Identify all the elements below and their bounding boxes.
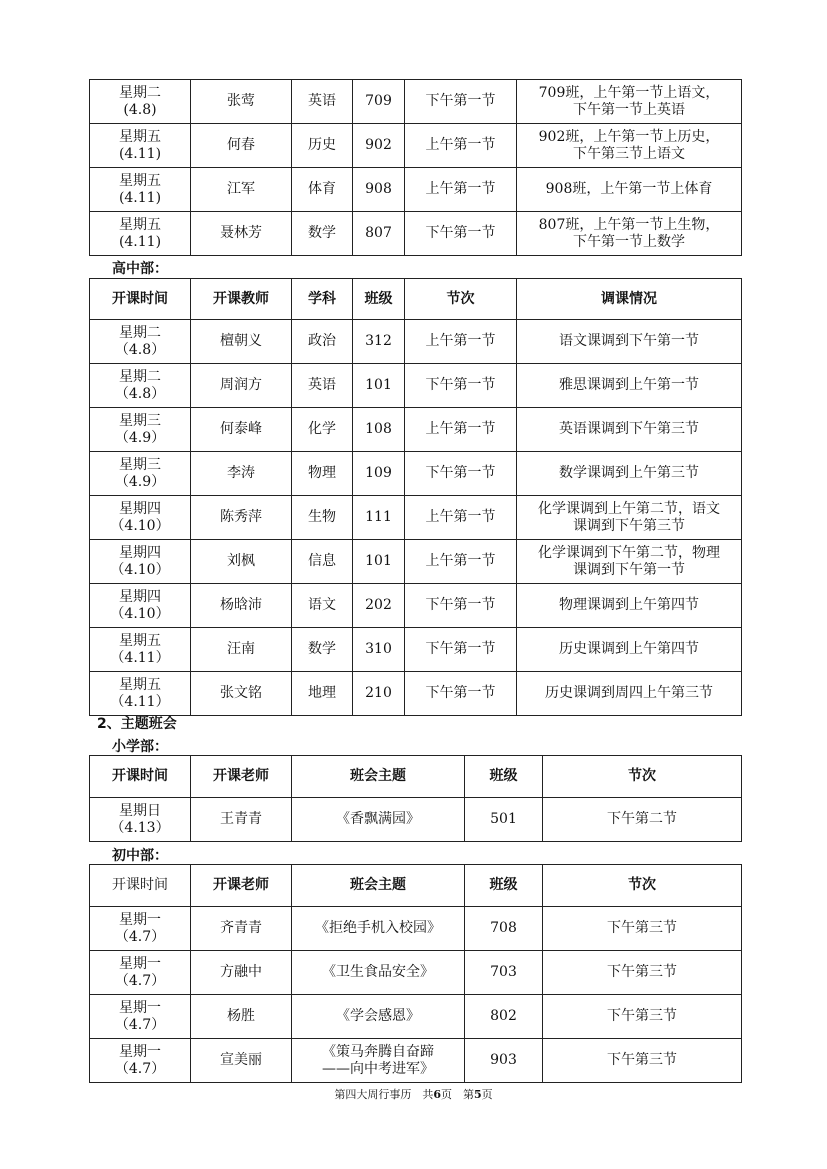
table-cell: 星期五 (4.11) bbox=[90, 124, 191, 168]
column-header: 开课时间 bbox=[90, 865, 191, 907]
table-cell: 《卫生食品安全》 bbox=[292, 951, 465, 995]
table-cell: 汪南 bbox=[191, 628, 292, 672]
table-cell: 上午第一节 bbox=[405, 540, 517, 584]
table-cell: 陈秀萍 bbox=[191, 496, 292, 540]
table-cell: 雅思课调到上午第一节 bbox=[517, 364, 742, 408]
column-header: 班级 bbox=[465, 865, 543, 907]
table-cell: 物理 bbox=[292, 452, 353, 496]
table-cell: 下午第三节 bbox=[543, 1039, 742, 1083]
junior-schedule-table-continued bbox=[89, 79, 742, 256]
table-row bbox=[90, 995, 742, 1039]
table-cell: 101 bbox=[353, 540, 405, 584]
table-cell: 张莺 bbox=[191, 80, 292, 124]
table-cell: 下午第三节 bbox=[543, 907, 742, 951]
table-cell: 802 bbox=[465, 995, 543, 1039]
table-cell: 杨胜 bbox=[191, 995, 292, 1039]
column-header: 节次 bbox=[543, 865, 742, 907]
table-cell: 体育 bbox=[292, 168, 353, 212]
table-cell: 902班，上午第一节上历史， 下午第三节上语文 bbox=[517, 124, 742, 168]
table-cell: 星期二 （4.8） bbox=[90, 320, 191, 364]
table-cell: 信息 bbox=[292, 540, 353, 584]
table-cell: 下午第三节 bbox=[543, 951, 742, 995]
junior-class-meeting-table bbox=[89, 864, 742, 1083]
table-row bbox=[90, 320, 742, 364]
table-cell: 709 bbox=[353, 80, 405, 124]
table-cell: 星期四 （4.10） bbox=[90, 496, 191, 540]
table-cell: 星期五 （4.11） bbox=[90, 628, 191, 672]
table-row bbox=[90, 168, 742, 212]
table-cell: 聂林芳 bbox=[191, 212, 292, 256]
table-cell: 下午第一节 bbox=[405, 584, 517, 628]
column-header: 班级 bbox=[353, 279, 405, 320]
table-cell: 历史课调到上午第四节 bbox=[517, 628, 742, 672]
table-cell: 星期一 （4.7） bbox=[90, 951, 191, 995]
junior-section-label: 初中部： bbox=[112, 848, 168, 864]
table-cell: 数学 bbox=[292, 628, 353, 672]
table-cell: 宣美丽 bbox=[191, 1039, 292, 1083]
table-cell: 下午第三节 bbox=[543, 995, 742, 1039]
table-row bbox=[90, 496, 742, 540]
table-cell: 星期二 (4.8) bbox=[90, 80, 191, 124]
table-cell: 908班，上午第一节上体育 bbox=[517, 168, 742, 212]
column-header: 开课教师 bbox=[191, 279, 292, 320]
table-cell: 902 bbox=[353, 124, 405, 168]
table-cell: 星期三 （4.9） bbox=[90, 408, 191, 452]
table-cell: 星期二 （4.8） bbox=[90, 364, 191, 408]
table-cell: 方融中 bbox=[191, 951, 292, 995]
table-cell: 星期五 (4.11) bbox=[90, 212, 191, 256]
table-cell: 312 bbox=[353, 320, 405, 364]
table-cell: 108 bbox=[353, 408, 405, 452]
table-cell: 202 bbox=[353, 584, 405, 628]
table-cell: 807班，上午第一节上生物， 下午第一节上数学 bbox=[517, 212, 742, 256]
table-cell: 星期日 （4.13） bbox=[90, 798, 191, 842]
table-cell: 周润方 bbox=[191, 364, 292, 408]
table-row bbox=[90, 540, 742, 584]
column-header: 开课老师 bbox=[191, 756, 292, 798]
column-header: 节次 bbox=[405, 279, 517, 320]
table-cell: 《策马奔腾自奋蹄 ——向中考进军》 bbox=[292, 1039, 465, 1083]
table-cell: 星期一 （4.7） bbox=[90, 1039, 191, 1083]
table-row bbox=[90, 1039, 742, 1083]
table-row bbox=[90, 408, 742, 452]
table-cell: 109 bbox=[353, 452, 405, 496]
table-row bbox=[90, 628, 742, 672]
column-header: 调课情况 bbox=[517, 279, 742, 320]
column-header: 开课时间 bbox=[90, 279, 191, 320]
table-cell: 星期一 （4.7） bbox=[90, 995, 191, 1039]
column-header: 班会主题 bbox=[292, 756, 465, 798]
table-cell: 下午第一节 bbox=[405, 672, 517, 716]
table-header-row bbox=[90, 279, 742, 320]
table-cell: 英语课调到下午第三节 bbox=[517, 408, 742, 452]
table-cell: 英语 bbox=[292, 80, 353, 124]
table-cell: 生物 bbox=[292, 496, 353, 540]
senior-section-label: 高中部： bbox=[112, 261, 168, 277]
table-cell: 709班，上午第一节上语文， 下午第一节上英语 bbox=[517, 80, 742, 124]
table-cell: 星期五 （4.11） bbox=[90, 672, 191, 716]
table-cell: 下午第一节 bbox=[405, 80, 517, 124]
column-header: 班会主题 bbox=[292, 865, 465, 907]
table-cell: 星期五 (4.11) bbox=[90, 168, 191, 212]
primary-section-label: 小学部： bbox=[112, 739, 168, 755]
table-cell: 英语 bbox=[292, 364, 353, 408]
table-cell: 化学课调到上午第二节，语文 课调到下午第三节 bbox=[517, 496, 742, 540]
table-cell: 下午第一节 bbox=[405, 628, 517, 672]
table-row bbox=[90, 364, 742, 408]
table-cell: 《学会感恩》 bbox=[292, 995, 465, 1039]
table-row bbox=[90, 124, 742, 168]
table-cell: 杨晗沛 bbox=[191, 584, 292, 628]
table-cell: 上午第一节 bbox=[405, 320, 517, 364]
table-row bbox=[90, 672, 742, 716]
table-cell: 何泰峰 bbox=[191, 408, 292, 452]
table-cell: 101 bbox=[353, 364, 405, 408]
table-cell: 下午第一节 bbox=[405, 364, 517, 408]
table-row bbox=[90, 212, 742, 256]
table-cell: 檀朝义 bbox=[191, 320, 292, 364]
footer-current-page: 5 bbox=[474, 1088, 482, 1101]
table-cell: 下午第一节 bbox=[405, 452, 517, 496]
table-row bbox=[90, 452, 742, 496]
column-header: 学科 bbox=[292, 279, 353, 320]
table-cell: 物理课调到上午第四节 bbox=[517, 584, 742, 628]
table-cell: 210 bbox=[353, 672, 405, 716]
table-cell: 310 bbox=[353, 628, 405, 672]
table-cell: 李涛 bbox=[191, 452, 292, 496]
table-cell: 地理 bbox=[292, 672, 353, 716]
table-cell: 908 bbox=[353, 168, 405, 212]
table-cell: 501 bbox=[465, 798, 543, 842]
table-cell: 政治 bbox=[292, 320, 353, 364]
senior-schedule-table bbox=[89, 278, 742, 716]
table-cell: 齐青青 bbox=[191, 907, 292, 951]
table-cell: 上午第一节 bbox=[405, 124, 517, 168]
table-cell: 语文课调到下午第一节 bbox=[517, 320, 742, 364]
footer-middle: 页 第 bbox=[441, 1088, 474, 1101]
table-cell: 星期三 （4.9） bbox=[90, 452, 191, 496]
page-footer bbox=[0, 1086, 827, 1102]
table-row bbox=[90, 80, 742, 124]
table-cell: 《香飘满园》 bbox=[292, 798, 465, 842]
table-cell: 数学 bbox=[292, 212, 353, 256]
table-cell: 807 bbox=[353, 212, 405, 256]
table-cell: 王青青 bbox=[191, 798, 292, 842]
table-cell: 星期四 （4.10） bbox=[90, 540, 191, 584]
table-cell: 化学 bbox=[292, 408, 353, 452]
column-header: 开课时间 bbox=[90, 756, 191, 798]
column-header: 节次 bbox=[543, 756, 742, 798]
table-header-row bbox=[90, 756, 742, 798]
table-cell: 下午第二节 bbox=[543, 798, 742, 842]
table-cell: 《拒绝手机入校园》 bbox=[292, 907, 465, 951]
table-cell: 上午第一节 bbox=[405, 408, 517, 452]
table-row bbox=[90, 584, 742, 628]
primary-class-meeting-table bbox=[89, 755, 742, 842]
table-cell: 903 bbox=[465, 1039, 543, 1083]
table-cell: 下午第一节 bbox=[405, 212, 517, 256]
footer-prefix: 第四大周行事历 共 bbox=[334, 1088, 434, 1101]
column-header: 班级 bbox=[465, 756, 543, 798]
table-cell: 111 bbox=[353, 496, 405, 540]
table-row bbox=[90, 798, 742, 842]
table-cell: 张文铭 bbox=[191, 672, 292, 716]
table-cell: 上午第一节 bbox=[405, 496, 517, 540]
table-cell: 语文 bbox=[292, 584, 353, 628]
footer-suffix: 页 bbox=[481, 1088, 493, 1101]
table-cell: 数学课调到上午第三节 bbox=[517, 452, 742, 496]
table-cell: 何春 bbox=[191, 124, 292, 168]
footer-total-pages: 6 bbox=[433, 1088, 441, 1101]
table-cell: 703 bbox=[465, 951, 543, 995]
table-cell: 刘枫 bbox=[191, 540, 292, 584]
table-cell: 化学课调到下午第二节，物理 课调到下午第一节 bbox=[517, 540, 742, 584]
section2-title: 2、主题班会 bbox=[97, 716, 177, 732]
table-row bbox=[90, 907, 742, 951]
table-cell: 历史 bbox=[292, 124, 353, 168]
table-cell: 江军 bbox=[191, 168, 292, 212]
table-cell: 历史课调到周四上午第三节 bbox=[517, 672, 742, 716]
table-cell: 星期四 （4.10） bbox=[90, 584, 191, 628]
table-cell: 星期一 （4.7） bbox=[90, 907, 191, 951]
table-cell: 708 bbox=[465, 907, 543, 951]
table-row bbox=[90, 951, 742, 995]
column-header: 开课老师 bbox=[191, 865, 292, 907]
table-header-row bbox=[90, 865, 742, 907]
table-cell: 上午第一节 bbox=[405, 168, 517, 212]
